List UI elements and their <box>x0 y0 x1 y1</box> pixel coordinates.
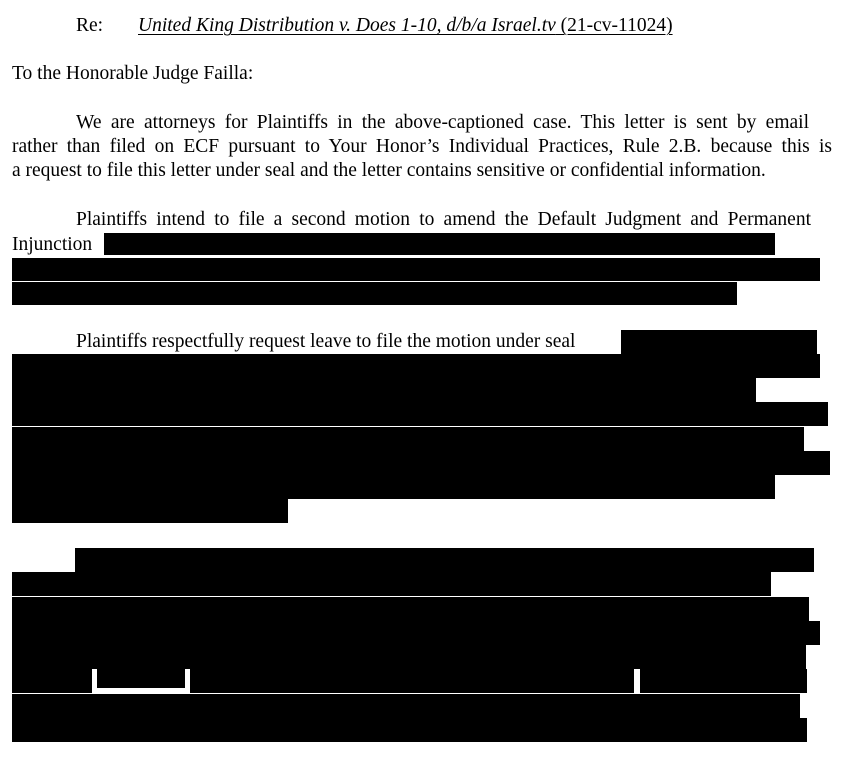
redaction-block <box>97 669 185 688</box>
redaction-block <box>75 548 814 572</box>
redaction-block <box>12 258 820 281</box>
redaction-block <box>12 669 92 693</box>
redaction-block <box>621 330 817 354</box>
redaction-block <box>12 451 830 475</box>
redaction-block <box>12 282 737 305</box>
paragraph-1-line-2: rather than filed on ECF pursuant to Your Honor’s Individual Practices, Rule 2.B. because this is <box>12 136 832 157</box>
paragraph-1-line-3: a request to file this letter under seal and the letter contains sensitive or confidential information. <box>12 160 766 181</box>
paragraph-2-line-2: Injunction <box>12 234 93 255</box>
redaction-block <box>12 621 820 645</box>
paragraph-2-line-1: Plaintiffs intend to file a second motion to amend the Default Judgment and Permanent <box>76 209 811 230</box>
redaction-block <box>12 694 800 718</box>
redaction-block <box>12 718 807 742</box>
redaction-block <box>12 475 775 499</box>
salutation: To the Honorable Judge Failla: <box>12 63 254 84</box>
redaction-block <box>12 427 804 451</box>
redaction-block <box>12 499 288 523</box>
redaction-block <box>12 645 806 669</box>
paragraph-1-line-1: We are attorneys for Plaintiffs in the above-captioned case. This letter is sent by email <box>76 112 809 133</box>
redaction-block <box>190 669 634 693</box>
redaction-block <box>12 402 828 426</box>
redaction-block <box>12 378 756 402</box>
case-caption-number: (21-cv-11024) <box>555 15 673 36</box>
paragraph-3-line-1: Plaintiffs respectfully request leave to file the motion under seal <box>76 331 576 352</box>
redaction-block <box>12 597 809 621</box>
re-label: Re: <box>76 15 104 36</box>
redaction-block <box>640 669 807 693</box>
redaction-block <box>12 354 820 378</box>
case-caption-parties: United King Distribution v. Does 1-10, d/b/a Israel.tv <box>138 15 556 36</box>
case-caption <box>138 14 673 38</box>
redaction-block <box>12 572 771 596</box>
redaction-block <box>104 233 775 255</box>
